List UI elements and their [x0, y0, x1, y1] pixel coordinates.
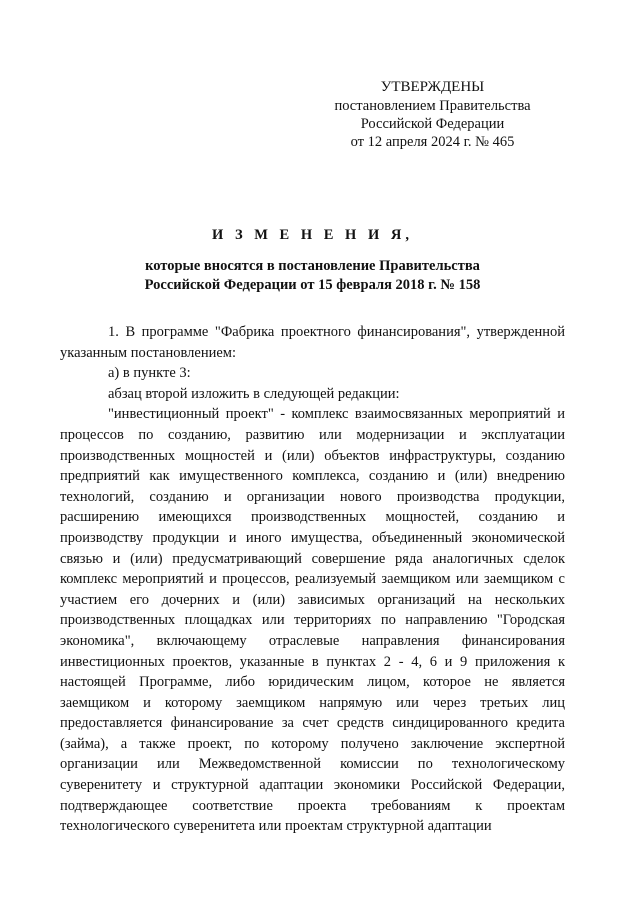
paragraph-subitem-a: а) в пункте 3: — [108, 365, 191, 382]
approved-label: УТВЕРЖДЕНЫ — [380, 79, 485, 95]
paragraph-item-1: 1. В программе "Фабрика проектного финансирования", утвержденной указанным постановлением: — [60, 324, 565, 361]
document-heading — [60, 226, 565, 295]
document-title: И З М Е Н Е Н И Я, — [212, 227, 413, 243]
document-subtitle-line-1: которые вносятся в постановление Правительства — [145, 258, 480, 274]
approval-line-3: от 12 апреля 2024 г. № 465 — [350, 134, 515, 150]
document-subtitle-line-2: Российской Федерации от 15 февраля 2018 г. № 158 — [144, 277, 481, 293]
paragraph-instruction: абзац второй изложить в следующей редакции: — [108, 385, 400, 402]
approval-line-2: Российской Федерации — [360, 116, 505, 132]
paragraph-definition: "инвестиционный проект" - комплекс взаимосвязанных мероприятий и процессов по созданию, развитию или модернизации и эксплуатации производственных мощностей и (или) объектов инфраструктуры, созданию предприятий как имущественного комплекса, созданию и (или) внедрению технологий, созданию и организации нового производства продукции, расширению имеющихся производственных мощностей, созданию и производству продукции и иного имущества, объединенный экономической связью и (или) предусматривающий совершение ряда аналогичных сделок комплекс мероприятий и процессов, реализуемый заемщиком или заемщиком с участием его дочерних и (или) зависимых организаций на нескольких производственных площадках или территориях по направлению "Городская экономика", включающему отраслевые направления финансирования инвестиционных проектов, указанные в пунктах 2 - 4, 6 и 9 приложения к настоящей Программе, либо юридическим лицом, которое не является заемщиком и которому заемщиком напрямую или через третьих лиц предоставляется финансирование за счет средств синдицированного кредита (займа), а также проект, по которому получено заключение экспертной организации или Межведомственной комиссии по технологическому суверенитету и структурной адаптации экономики Российской Федерации, подтверждающее соответствие проекта требованиям к проектам технологического суверенитета или проектам структурной адаптации — [60, 406, 565, 835]
approval-line-1: постановлением Правительства — [334, 98, 531, 114]
approval-block — [300, 78, 565, 151]
document-body — [60, 322, 565, 837]
